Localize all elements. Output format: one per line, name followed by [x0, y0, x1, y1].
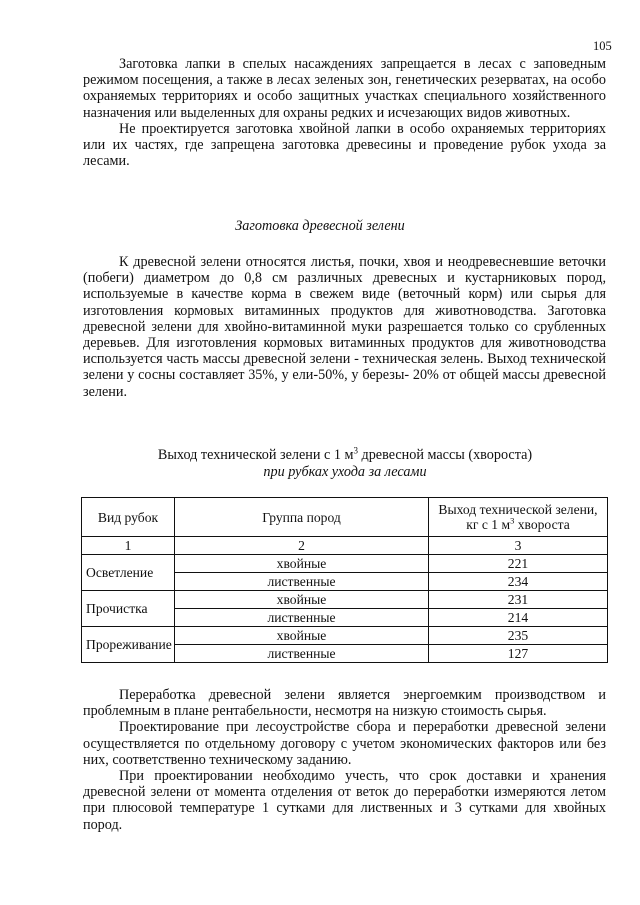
species-cell: хвойные	[175, 627, 429, 645]
value-cell: 235	[429, 627, 608, 645]
value-cell: 234	[429, 573, 608, 591]
value-cell: 221	[429, 555, 608, 573]
cut-type-cell: Прочистка	[82, 591, 175, 627]
column-number: 3	[429, 537, 608, 555]
header-yield-text: хвороста	[514, 517, 570, 532]
paragraph: Переработка древесной зелени является энергоемким производством и проблемным в плане рентабельности, несмотря на низкую стоимость сырья.	[83, 687, 606, 720]
section-title: Заготовка древесной зелени	[235, 218, 405, 234]
body-text-1	[83, 254, 606, 400]
data-table	[81, 497, 608, 663]
species-cell: лиственные	[175, 609, 429, 627]
body-text-2	[83, 687, 606, 833]
header-species-group: Группа пород	[175, 498, 429, 537]
header-yield-text: Выход технической зелени, кг с 1 м	[438, 502, 598, 532]
value-cell: 127	[429, 645, 608, 663]
table-row	[82, 627, 608, 645]
page-number: 105	[593, 39, 612, 53]
cut-type-cell: Осветление	[82, 555, 175, 591]
header-cut-type: Вид рубок	[82, 498, 175, 537]
species-cell: хвойные	[175, 591, 429, 609]
value-cell: 214	[429, 609, 608, 627]
species-cell: лиственные	[175, 573, 429, 591]
table-row	[82, 591, 608, 609]
table-header-row	[82, 498, 608, 537]
table-caption-line2: при рубках ухода за лесами	[263, 464, 427, 480]
value-cell: 231	[429, 591, 608, 609]
paragraph: К древесной зелени относятся листья, почки, хвоя и неодревесневшие веточки (побеги) диаметром до 0,8 см различных древесных и кустарниковых пород, используемые в качестве корма в свежем виде (веточный корм) или сырья для изготовления кормовых витаминных продуктов для животноводства. Заготовка древесной зелени для хвойно-витаминной муки разрешается только со срубленных деревьев. Для изготовления кормовых витаминных продуктов для животноводства используется часть массы древесной зелени - техническая зелень. Выход технической зелени у сосны составляет 35%, у ели-50%, у березы- 20% от общей массы древесной зелени.	[83, 254, 606, 400]
paragraph: Проектирование при лесоустройстве сбора и переработки древесной зелени осуществляется по отдельному договору с учетом экономических факторов или без них, соответственно техническому заданию.	[83, 719, 606, 768]
header-yield-superscript: 3	[510, 515, 515, 526]
table-caption-line1	[0, 447, 640, 464]
caption-superscript: 3	[353, 445, 358, 456]
species-cell: хвойные	[175, 555, 429, 573]
column-number: 2	[175, 537, 429, 555]
cut-type-cell: Прореживание	[82, 627, 175, 663]
column-number: 1	[82, 537, 175, 555]
caption-text: Выход технической зелени с 1 м	[157, 447, 354, 463]
table-caption	[0, 447, 640, 481]
table-column-number-row	[82, 537, 608, 555]
caption-text: древесной массы (хвороста)	[357, 447, 533, 463]
paragraph: Не проектируется заготовка хвойной лапки в особо охраняемых территориях или их частях, где запрещена заготовка древесины и проведение рубок ухода за лесами.	[83, 120, 606, 170]
intro-text	[83, 56, 606, 169]
header-yield	[429, 498, 608, 537]
species-cell: лиственные	[175, 645, 429, 663]
table-row	[82, 555, 608, 573]
paragraph: Заготовка лапки в спелых насаждениях запрещается в лесах с заповедным режимом посещения, а также в лесах зеленых зон, генетических резерватах, на особо охраняемых территориях и особо защитных участках специального хозяйственного назначения или выделенных для охраны редких и исчезающих видов животных.	[83, 56, 606, 121]
paragraph: При проектировании необходимо учесть, что срок доставки и хранения древесной зелени от момента отделения от веток до переработки измеряются летом при плюсовой температуре 1 сутками для лиственных и 3 сутками для хвойных пород.	[83, 768, 606, 833]
